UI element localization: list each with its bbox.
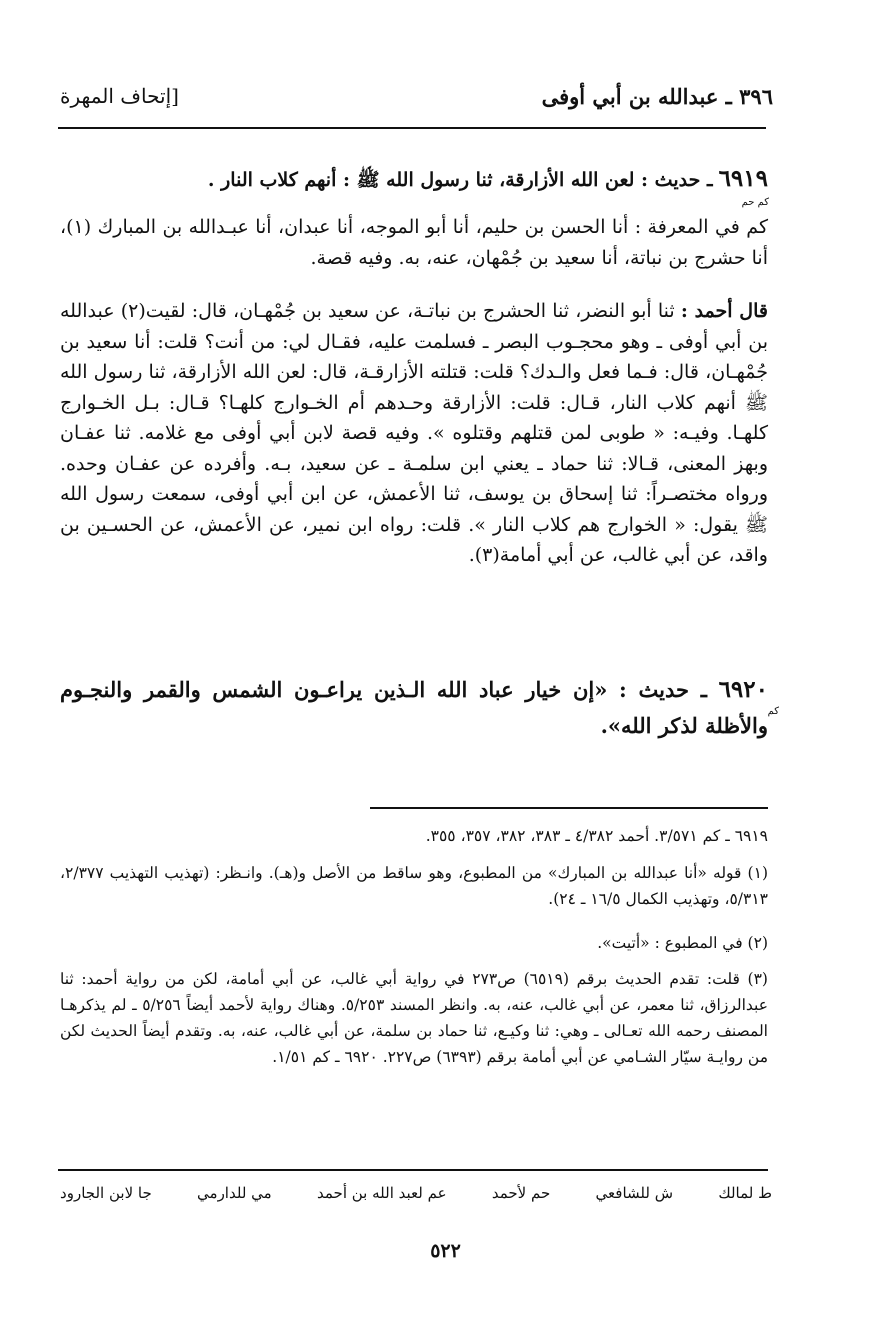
legend-item: مي للدارمي	[197, 1184, 272, 1202]
footnote-references: ٦٩١٩ ـ كم ٣/٥٧١. أحمد ٤/٣٨٢ ـ ٣٨٣، ٣٨٢، ٣٥٧، ٣٥٥.	[425, 827, 768, 845]
footnote-3: (٣) قلت: تقدم الحديث برقم (٦٥١٩) ص٢٧٣ في رواية أبي غالب، عن أبي أمامة، لكن من رواية أحمد: ثنا عبدالرزاق، ثنا معمر، عن أبي غالب، عنه، به. وانظر المسند ٥/٢٥٣. وهناك رواية لأحمد أيضاً ٥/٢٥٦ ـ لم يذكرهـا المصنف رحمه الله تعـالى ـ وهي: ثنا وكيـع، ثنا حماد بن سلمة، عن أبي غالب، عنه، به. وتقدم أيضاً الحديث لكن من روايـة سيّار الشـامي عن أبي أمامة برقم (٦٣٩٣) ص٢٢٧. ٦٩٢٠ ـ كم ١/٥١.	[60, 970, 768, 1066]
source-abbreviation: كم	[767, 706, 779, 717]
legend-item: ط لمالك	[718, 1184, 772, 1202]
hadith-text: ـ حديث : لعن الله الأزارقة، ثنا رسول الله ﷺ : أنهم كلاب النار .	[207, 169, 713, 191]
legend-item: ش للشافعي	[595, 1184, 674, 1202]
hadith-heading-6919	[60, 164, 768, 196]
footnote-divider	[370, 807, 768, 809]
hadith-heading-6920	[60, 672, 768, 744]
header-divider	[58, 127, 766, 129]
book-title: [إتحاف المهرة	[60, 84, 179, 108]
legend-item: جا لابن الجارود	[60, 1184, 152, 1202]
legend-item: عم لعبد الله بن أحمد	[317, 1184, 447, 1202]
legend-divider	[58, 1169, 768, 1171]
ahmad-label: قال أحمد :	[680, 300, 768, 322]
ahmad-text: ثنا أبو النضر، ثنا الحشرج بن نباتـة، عن سعيد بن جُمْهـان، قال: لقيت(٢) عبدالله بن أبي أوفى ـ وهو محجـوب البصر ـ فسلمت عليه، فقـال لي: من أنت؟ قلت: أنا سعيد بن جُمْهـان، قال: فـما فعل والـدك؟ قلت: قتلته الأزارقـة، قال: لعن الله الأزارقة، ثنا رسول الله ﷺ أنهم كلاب النار، قـال: قلت: الأزارقة وحـدهم أم الخـوارج كلهـا؟ قـال: بـل الخـوارج كلهـا. وفيـه: « طوبى لمن قتلهم وقتلوه ». وفيه قصة لابن أبي أوفى مع غلامه. ثنا عفـان وبهز المعنى، قـالا: ثنا حماد ـ يعني ابن سلمـة ـ عن سعيد، بـه. وأفرده عن عفـان وحده. ورواه مختصـراً: ثنا إسحاق بن يوسف، ثنا الأعمش، عن ابن أبي أوفى، سمعت رسول الله ﷺ يقول: « الخوارج هم كلاب النار ». قلت: رواه ابن نمير، عن الأعمش، عن الحسـين بن واقد، عن أبي غالب، عن أبي أمامة(٣).	[60, 300, 768, 566]
footnote-1: (١) قوله «أنا عبدالله بن المبارك» من المطبوع، وهو ساقط من الأصل و(هـ). وانـظر: (تهذيب التهذيب ٢/٣٧٧، ٥/٣١٣، وتهذيب الكمال ١٦/٥ ـ ٢٤).	[60, 864, 768, 908]
footnote-2: (٢) في المطبوع : «أتيت».	[597, 934, 768, 952]
hadith-text: ـ حديث : «إن خيار عباد الله الـذين يراعـون الشمس والقمر والنجـوم والأظلة لذكر الله».	[60, 677, 768, 738]
chapter-title: ٣٩٦ ـ عبدالله بن أبي أوفى	[541, 84, 773, 109]
hadith-number: ٦٩١٩	[718, 165, 768, 192]
source-abbreviation: كم حم	[741, 197, 769, 208]
hadith-number: ٦٩٢٠	[718, 676, 768, 703]
abbreviation-legend	[60, 1184, 772, 1202]
page-number: ٥٢٢	[430, 1240, 461, 1262]
legend-item: حم لأحمد	[491, 1184, 551, 1202]
source-paragraph: كم في المعرفة : أنا الحسن بن حليم، أنا أبو الموجه، أنا عبدان، أنا عبـدالله بن المبارك (١)، أنا حشرج بن نباتة، أنا سعيد بن جُمْهان، عنه، به. وفيه قصة.	[60, 216, 768, 269]
ahmad-paragraph	[60, 296, 768, 571]
